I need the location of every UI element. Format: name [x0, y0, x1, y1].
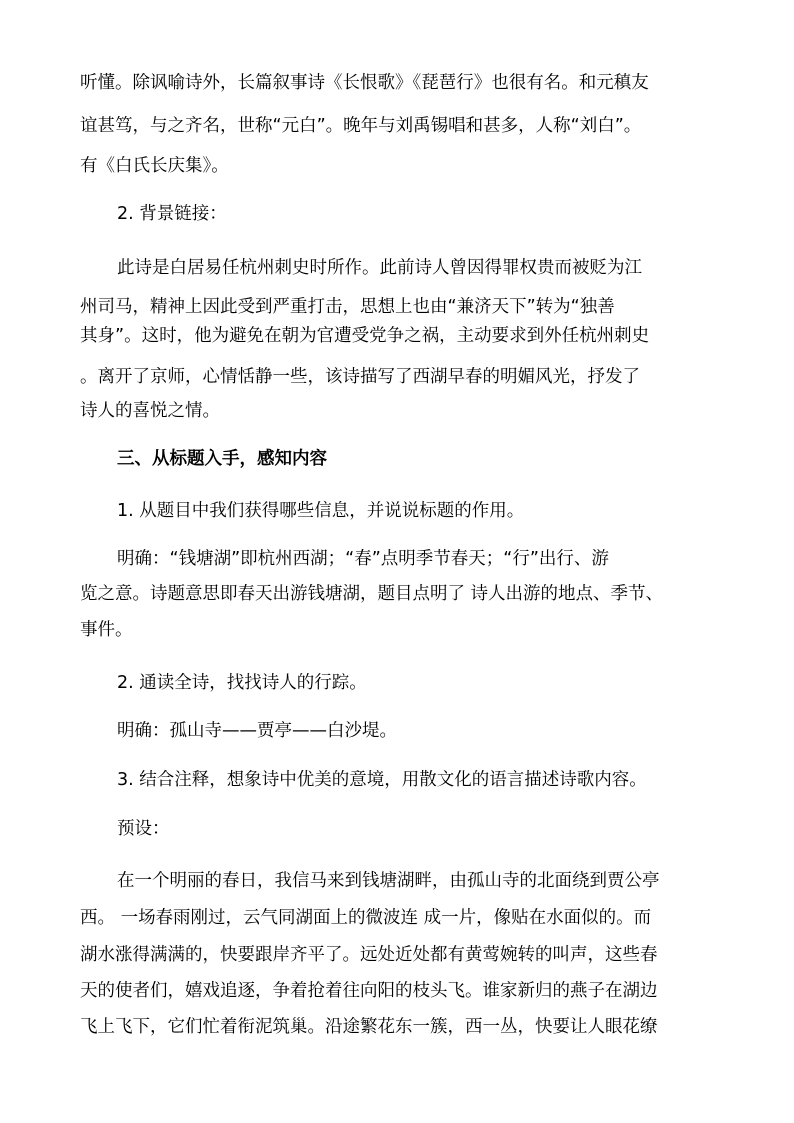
section-subheading: 2. 背景链接：	[117, 204, 227, 224]
question-line: 2. 通读全诗，找找诗人的行踪。	[117, 673, 367, 693]
text-line: 听懂。除讽喻诗外，长篇叙事诗《长恨歌》《琵琶行》也很有名。和元稹友	[80, 73, 649, 93]
text-line: 预设：	[117, 819, 170, 839]
text-line: 览之意。诗题意思即春天出游钱塘湖，题目点明了 诗人出游的地点、季节、	[80, 584, 664, 604]
text-line: 诗人的喜悦之情。	[80, 401, 220, 421]
text-line: 此诗是白居易任杭州刺史时所作。此前诗人曾因得罪权贵而被贬为江	[117, 258, 642, 278]
text-line: 明确：孤山寺——贾亭——白沙堤。	[117, 721, 397, 741]
question-line: 1. 从题目中我们获得哪些信息，并说说标题的作用。	[117, 501, 525, 521]
text-line: 天的使者们，嬉戏追逐，争着抢着往向阳的枝头飞。谁家新归的燕子在湖边	[80, 981, 658, 1001]
text-line: 其身”。这时，他为避免在朝为官遭受党争之祸，主动要求到外任杭州刺史	[80, 326, 650, 346]
text-line: 在一个明丽的春日，我信马来到钱塘湖畔，由孤山寺的北面绕到贾公亭	[117, 871, 660, 891]
text-line: 西。 一场春雨刚过，云气同湖面上的微波连 成一片，像贴在水面似的。而	[80, 908, 652, 928]
text-line: 事件。	[80, 620, 133, 640]
text-line: 明确：“钱塘湖”即杭州西湖；“春”点明季节春天；“行”出行、游	[117, 549, 609, 569]
text-line: 州司马，精神上因此受到严重打击，思想上也由“兼济天下”转为“独善	[80, 297, 615, 317]
question-line: 3. 结合注释，想象诗中优美的意境，用散文化的语言描述诗歌内容。	[117, 770, 647, 790]
section-heading: 三、从标题入手，感知内容	[117, 449, 327, 469]
text-line: 谊甚笃，与之齐名，世称“元白”。晚年与刘禹锡唱和甚多，人称“刘白”。	[80, 116, 642, 136]
text-line: 。离开了京师，心情恬静一些，该诗描写了西湖早春的明媚风光，抒发了	[80, 367, 640, 387]
text-line: 湖水涨得满满的，快要跟岸齐平了。远处近处都有黄莺婉转的叫声，这些春	[80, 945, 658, 965]
text-line: 飞上飞下，它们忙着衔泥筑巢。沿途繁花东一簇，西一丛，快要让人眼花缭	[80, 1017, 658, 1037]
text-line: 有《白氏长庆集》。	[80, 156, 229, 176]
